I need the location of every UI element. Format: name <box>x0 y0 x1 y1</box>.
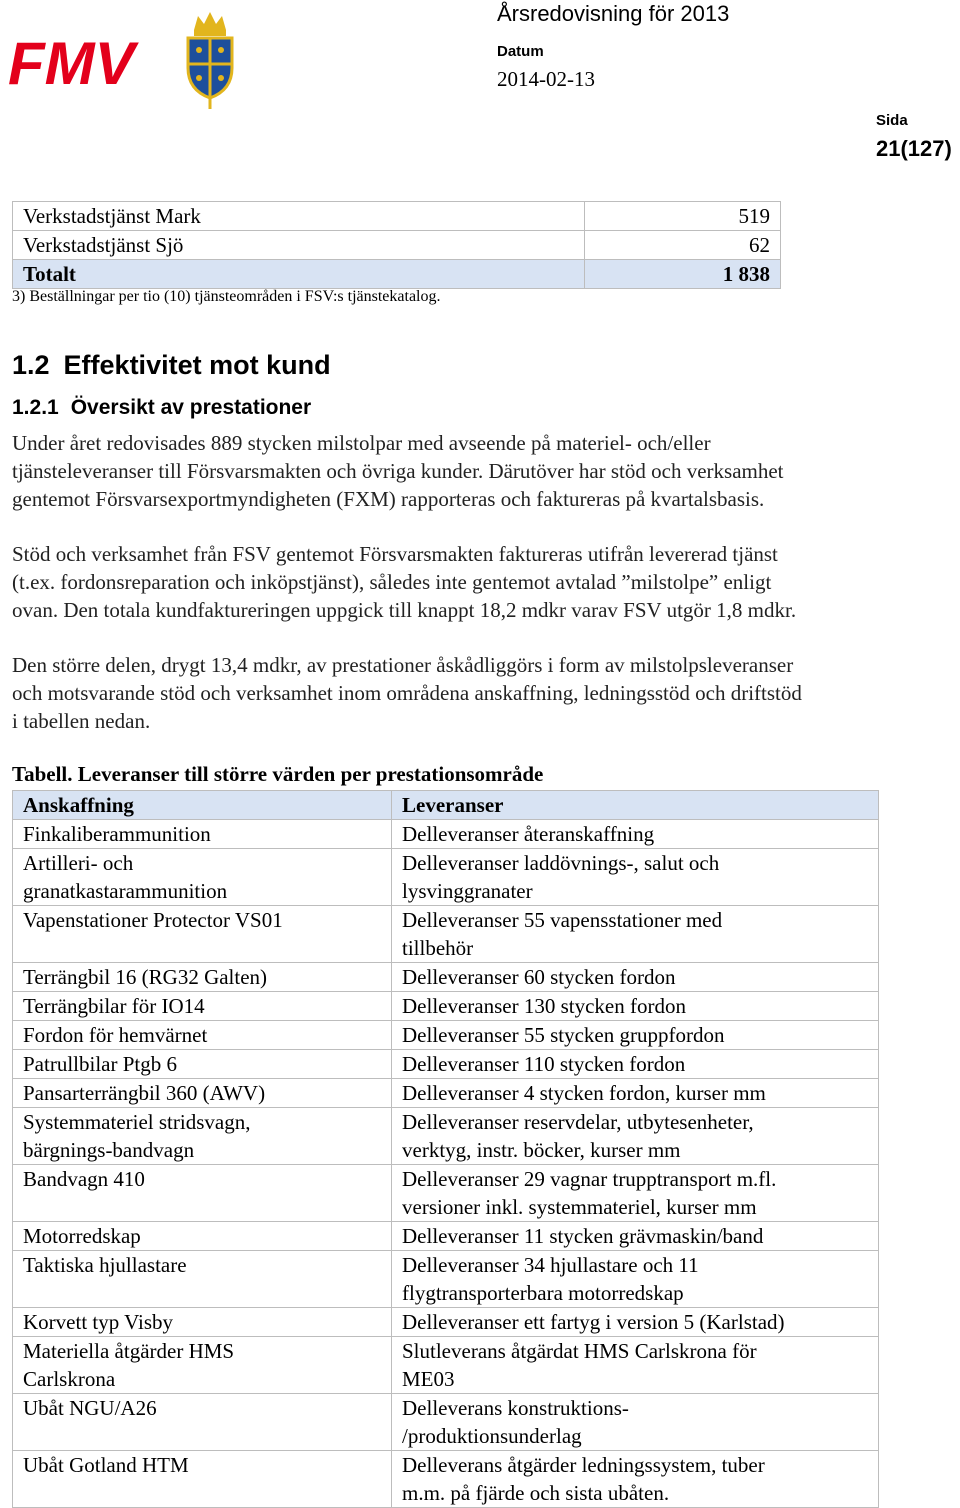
procurement-cell <box>13 1251 392 1308</box>
text-line: Stöd och verksamhet från FSV gentemot Försvarsmakten faktureras utifrån levererad tjänst <box>12 542 778 566</box>
procurement-cell <box>13 849 392 906</box>
cell-line: Materiella åtgärder HMS <box>23 1339 235 1363</box>
row-value: 519 <box>584 202 780 231</box>
cell-line: Pansarterrängbil 360 (AWV) <box>23 1081 266 1105</box>
cell-line: Terrängbilar för IO14 <box>23 994 205 1018</box>
document-title: Årsredovisning för 2013 <box>497 1 730 26</box>
delivery-cell <box>392 1394 879 1451</box>
cell-line: ME03 <box>402 1367 455 1391</box>
svg-text:FMV: FMV <box>8 30 135 97</box>
cell-line: m.m. på fjärde och sista ubåten. <box>402 1481 670 1505</box>
procurement-cell <box>13 963 392 992</box>
cell-line: lysvinggranater <box>402 879 533 903</box>
procurement-cell <box>13 1021 392 1050</box>
text-line: Under året redovisades 889 stycken milstolpar med avseende på materiel- och/eller <box>12 431 711 455</box>
cell-line: Delleveranser ett fartyg i version 5 (Karlstad) <box>402 1310 785 1334</box>
cell-line: Delleveranser återanskaffning <box>402 822 655 846</box>
table-row <box>13 906 879 963</box>
cell-line: /produktionsunderlag <box>402 1424 582 1448</box>
row-value: 62 <box>584 231 780 260</box>
cell-line: Delleveranser reservdelar, utbytesenheter, <box>402 1110 754 1134</box>
paragraph <box>12 651 947 735</box>
cell-line: Delleveranser 110 stycken fordon <box>402 1052 686 1076</box>
cell-line: tillbehör <box>402 936 474 960</box>
cell-line: Finkaliberammunition <box>23 822 211 846</box>
cell-line: Delleveranser 55 stycken gruppfordon <box>402 1023 725 1047</box>
column-header: Leveranser <box>392 791 879 820</box>
cell-line: Delleverans åtgärder ledningssystem, tuber <box>402 1453 765 1477</box>
procurement-cell <box>13 1222 392 1251</box>
cell-line: granatkastarammunition <box>23 879 228 903</box>
table-row <box>13 820 879 849</box>
cell-line: Vapenstationer Protector VS01 <box>23 908 283 932</box>
table-row <box>13 1108 879 1165</box>
cell-line: Delleveranser 130 stycken fordon <box>402 994 686 1018</box>
table-row <box>13 1021 879 1050</box>
table-row <box>13 231 781 260</box>
procurement-cell <box>13 1451 392 1508</box>
table-row <box>13 849 879 906</box>
procurement-cell <box>13 992 392 1021</box>
cell-line: Delleveranser 11 stycken grävmaskin/band <box>402 1224 764 1248</box>
delivery-cell <box>392 963 879 992</box>
text-line: tjänsteleveranser till Försvarsmakten och övriga kunder. Därutöver har stöd och verksamhet <box>12 459 784 483</box>
cell-line: versioner inkl. systemmateriel, kurser mm <box>402 1195 757 1219</box>
fmv-logo <box>8 6 238 110</box>
paragraph <box>12 540 947 624</box>
cell-line: Slutleverans åtgärdat HMS Carlskrona för <box>402 1339 757 1363</box>
cell-line: verktyg, instr. böcker, kurser mm <box>402 1138 681 1162</box>
delivery-cell <box>392 1165 879 1222</box>
page-label: Sida <box>876 112 908 129</box>
table-row <box>13 1079 879 1108</box>
cell-line: Bandvagn 410 <box>23 1167 145 1191</box>
subsection-title: Översikt av prestationer <box>70 396 312 419</box>
cell-line: Delleveranser 55 vapensstationer med <box>402 908 723 932</box>
procurement-cell <box>13 906 392 963</box>
procurement-cell <box>13 820 392 849</box>
delivery-cell <box>392 1251 879 1308</box>
cell-line: Delleveranser 34 hjullastare och 11 <box>402 1253 699 1277</box>
subsection-heading <box>12 396 311 420</box>
subsection-number: 1.2.1 <box>12 396 59 419</box>
section-heading <box>12 350 331 381</box>
cell-line: Delleveranser 60 stycken fordon <box>402 965 676 989</box>
text-line: (t.ex. fordonsreparation och inköpstjänst), således inte gentemot avtalad ”milstolpe” enligt <box>12 570 772 594</box>
table-row <box>13 1337 879 1394</box>
cell-line: Patrullbilar Ptgb 6 <box>23 1052 177 1076</box>
section-number: 1.2 <box>12 350 50 380</box>
procurement-cell <box>13 1079 392 1108</box>
table-caption: Tabell. Leveranser till större värden per prestationsområde <box>12 762 544 786</box>
cell-line: Ubåt Gotland HTM <box>23 1453 189 1477</box>
table-row <box>13 1251 879 1308</box>
text-line: ovan. Den totala kundfaktureringen uppgick till knappt 18,2 mdkr varav FSV utgör 1,8 mdkr. <box>12 598 797 622</box>
delivery-cell <box>392 820 879 849</box>
text-line: och motsvarande stöd och verksamhet inom områdena anskaffning, ledningsstöd och driftstöd <box>12 681 802 705</box>
delivery-cell <box>392 906 879 963</box>
table-row <box>13 1165 879 1222</box>
delivery-cell <box>392 1308 879 1337</box>
paragraph <box>12 429 947 513</box>
text-line: i tabellen nedan. <box>12 709 151 733</box>
table-row <box>13 992 879 1021</box>
delivery-cell <box>392 849 879 906</box>
cell-line: Motorredskap <box>23 1224 141 1248</box>
section-title: Effektivitet mot kund <box>63 350 331 380</box>
delivery-cell <box>392 1108 879 1165</box>
procurement-cell <box>13 1050 392 1079</box>
cell-line: Ubåt NGU/A26 <box>23 1396 157 1420</box>
service-orders-table <box>12 201 781 289</box>
cell-line: Artilleri- och <box>23 851 134 875</box>
delivery-cell <box>392 992 879 1021</box>
table-row <box>13 1451 879 1508</box>
table-row <box>13 1308 879 1337</box>
column-header: Anskaffning <box>13 791 392 820</box>
date-label: Datum <box>497 43 544 60</box>
cell-line: bärgnings-bandvagn <box>23 1138 195 1162</box>
table-row <box>13 202 781 231</box>
row-label: Verkstadstjänst Sjö <box>13 231 585 260</box>
cell-line: Taktiska hjullastare <box>23 1253 187 1277</box>
cell-line: Terrängbil 16 (RG32 Galten) <box>23 965 268 989</box>
cell-line: Delleveranser laddövnings-, salut och <box>402 851 720 875</box>
delivery-cell <box>392 1021 879 1050</box>
footnote: 3) Beställningar per tio (10) tjänsteområden i FSV:s tjänstekatalog. <box>12 288 441 305</box>
total-label: Totalt <box>13 260 585 289</box>
cell-line: Delleveranser 4 stycken fordon, kurser mm <box>402 1081 766 1105</box>
delivery-cell <box>392 1337 879 1394</box>
cell-line: Korvett typ Visby <box>23 1310 174 1334</box>
delivery-cell <box>392 1222 879 1251</box>
procurement-cell <box>13 1165 392 1222</box>
delivery-cell <box>392 1050 879 1079</box>
procurement-cell <box>13 1394 392 1451</box>
procurement-cell <box>13 1337 392 1394</box>
table-row <box>13 1222 879 1251</box>
cell-line: Carlskrona <box>23 1367 116 1391</box>
procurement-cell <box>13 1308 392 1337</box>
cell-line: Fordon för hemvärnet <box>23 1023 208 1047</box>
text-line: Den större delen, drygt 13,4 mdkr, av prestationer åskådliggörs i form av milstolpsleveranser <box>12 653 794 677</box>
row-label: Verkstadstjänst Mark <box>13 202 585 231</box>
total-row <box>13 260 781 289</box>
total-value: 1 838 <box>584 260 780 289</box>
procurement-cell <box>13 1108 392 1165</box>
date-value: 2014-02-13 <box>497 67 595 91</box>
cell-line: Systemmateriel stridsvagn, <box>23 1110 251 1134</box>
table-header-row <box>13 791 879 820</box>
delivery-cell <box>392 1079 879 1108</box>
table-row <box>13 1394 879 1451</box>
page-number: 21(127) <box>876 136 952 161</box>
cell-line: flygtransporterbara motorredskap <box>402 1281 684 1305</box>
crest-icon <box>188 12 232 109</box>
table-row <box>13 963 879 992</box>
table-row <box>13 1050 879 1079</box>
cell-line: Delleveranser 29 vagnar trupptransport m.fl. <box>402 1167 777 1191</box>
text-line: gentemot Försvarsexportmyndigheten (FXM) rapporteras och faktureras på kvartalsbasis. <box>12 487 765 511</box>
deliveries-table <box>12 790 879 1508</box>
delivery-cell <box>392 1451 879 1508</box>
cell-line: Delleverans konstruktions- <box>402 1396 629 1420</box>
